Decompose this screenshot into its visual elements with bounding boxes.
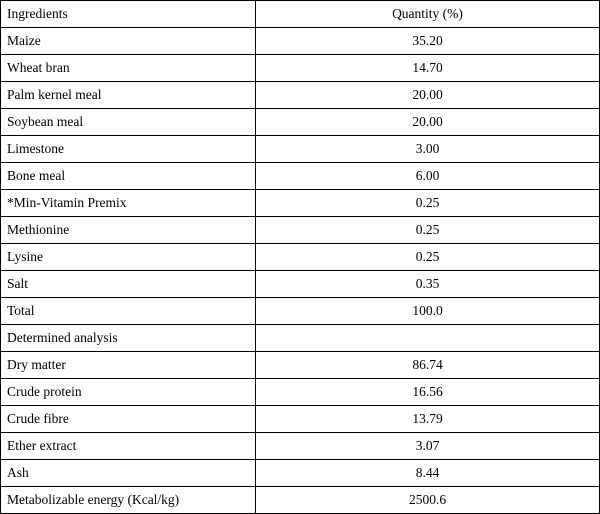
table-row xyxy=(1,487,600,514)
value-cell: 16.56 xyxy=(256,379,600,406)
analysis-cell: Ash xyxy=(1,460,256,487)
ingredient-cell: Bone meal xyxy=(1,163,256,190)
table-row xyxy=(1,55,600,82)
ingredient-cell: Salt xyxy=(1,271,256,298)
quantity-cell: 6.00 xyxy=(256,163,600,190)
table-row xyxy=(1,190,600,217)
analysis-cell: Crude protein xyxy=(1,379,256,406)
ingredient-cell: Soybean meal xyxy=(1,109,256,136)
ingredient-cell: Wheat bran xyxy=(1,55,256,82)
value-cell: 86.74 xyxy=(256,352,600,379)
ingredient-cell: Limestone xyxy=(1,136,256,163)
analysis-cell: Crude fibre xyxy=(1,406,256,433)
quantity-cell: 0.25 xyxy=(256,217,600,244)
quantity-cell: 3.00 xyxy=(256,136,600,163)
quantity-cell: 100.0 xyxy=(256,298,600,325)
analysis-cell: Metabolizable energy (Kcal/kg) xyxy=(1,487,256,514)
table-row xyxy=(1,406,600,433)
table-row xyxy=(1,352,600,379)
table-row xyxy=(1,28,600,55)
table-row xyxy=(1,433,600,460)
section-heading-row xyxy=(1,325,600,352)
quantity-cell: 0.25 xyxy=(256,244,600,271)
quantity-cell: 35.20 xyxy=(256,28,600,55)
table-row xyxy=(1,271,600,298)
analysis-cell: Dry matter xyxy=(1,352,256,379)
value-cell: 13.79 xyxy=(256,406,600,433)
table-row xyxy=(1,82,600,109)
ingredient-cell: Total xyxy=(1,298,256,325)
value-cell: 2500.6 xyxy=(256,487,600,514)
ingredient-cell: *Min-Vitamin Premix xyxy=(1,190,256,217)
section-heading-cell: Determined analysis xyxy=(1,325,256,352)
table-row xyxy=(1,244,600,271)
table-row xyxy=(1,163,600,190)
header-ingredients: Ingredients xyxy=(1,1,256,28)
quantity-cell: 0.35 xyxy=(256,271,600,298)
ingredient-cell: Lysine xyxy=(1,244,256,271)
table-row xyxy=(1,136,600,163)
table-row xyxy=(1,217,600,244)
quantity-cell: 14.70 xyxy=(256,55,600,82)
ingredient-cell: Maize xyxy=(1,28,256,55)
total-row xyxy=(1,298,600,325)
quantity-cell: 20.00 xyxy=(256,109,600,136)
table-row xyxy=(1,379,600,406)
ingredient-cell: Methionine xyxy=(1,217,256,244)
analysis-cell: Ether extract xyxy=(1,433,256,460)
quantity-cell xyxy=(256,325,600,352)
table-row xyxy=(1,460,600,487)
header-quantity: Quantity (%) xyxy=(256,1,600,28)
quantity-cell: 0.25 xyxy=(256,190,600,217)
table-header-row xyxy=(1,1,600,28)
ingredient-cell: Palm kernel meal xyxy=(1,82,256,109)
value-cell: 8.44 xyxy=(256,460,600,487)
table-row xyxy=(1,109,600,136)
quantity-cell: 20.00 xyxy=(256,82,600,109)
value-cell: 3.07 xyxy=(256,433,600,460)
